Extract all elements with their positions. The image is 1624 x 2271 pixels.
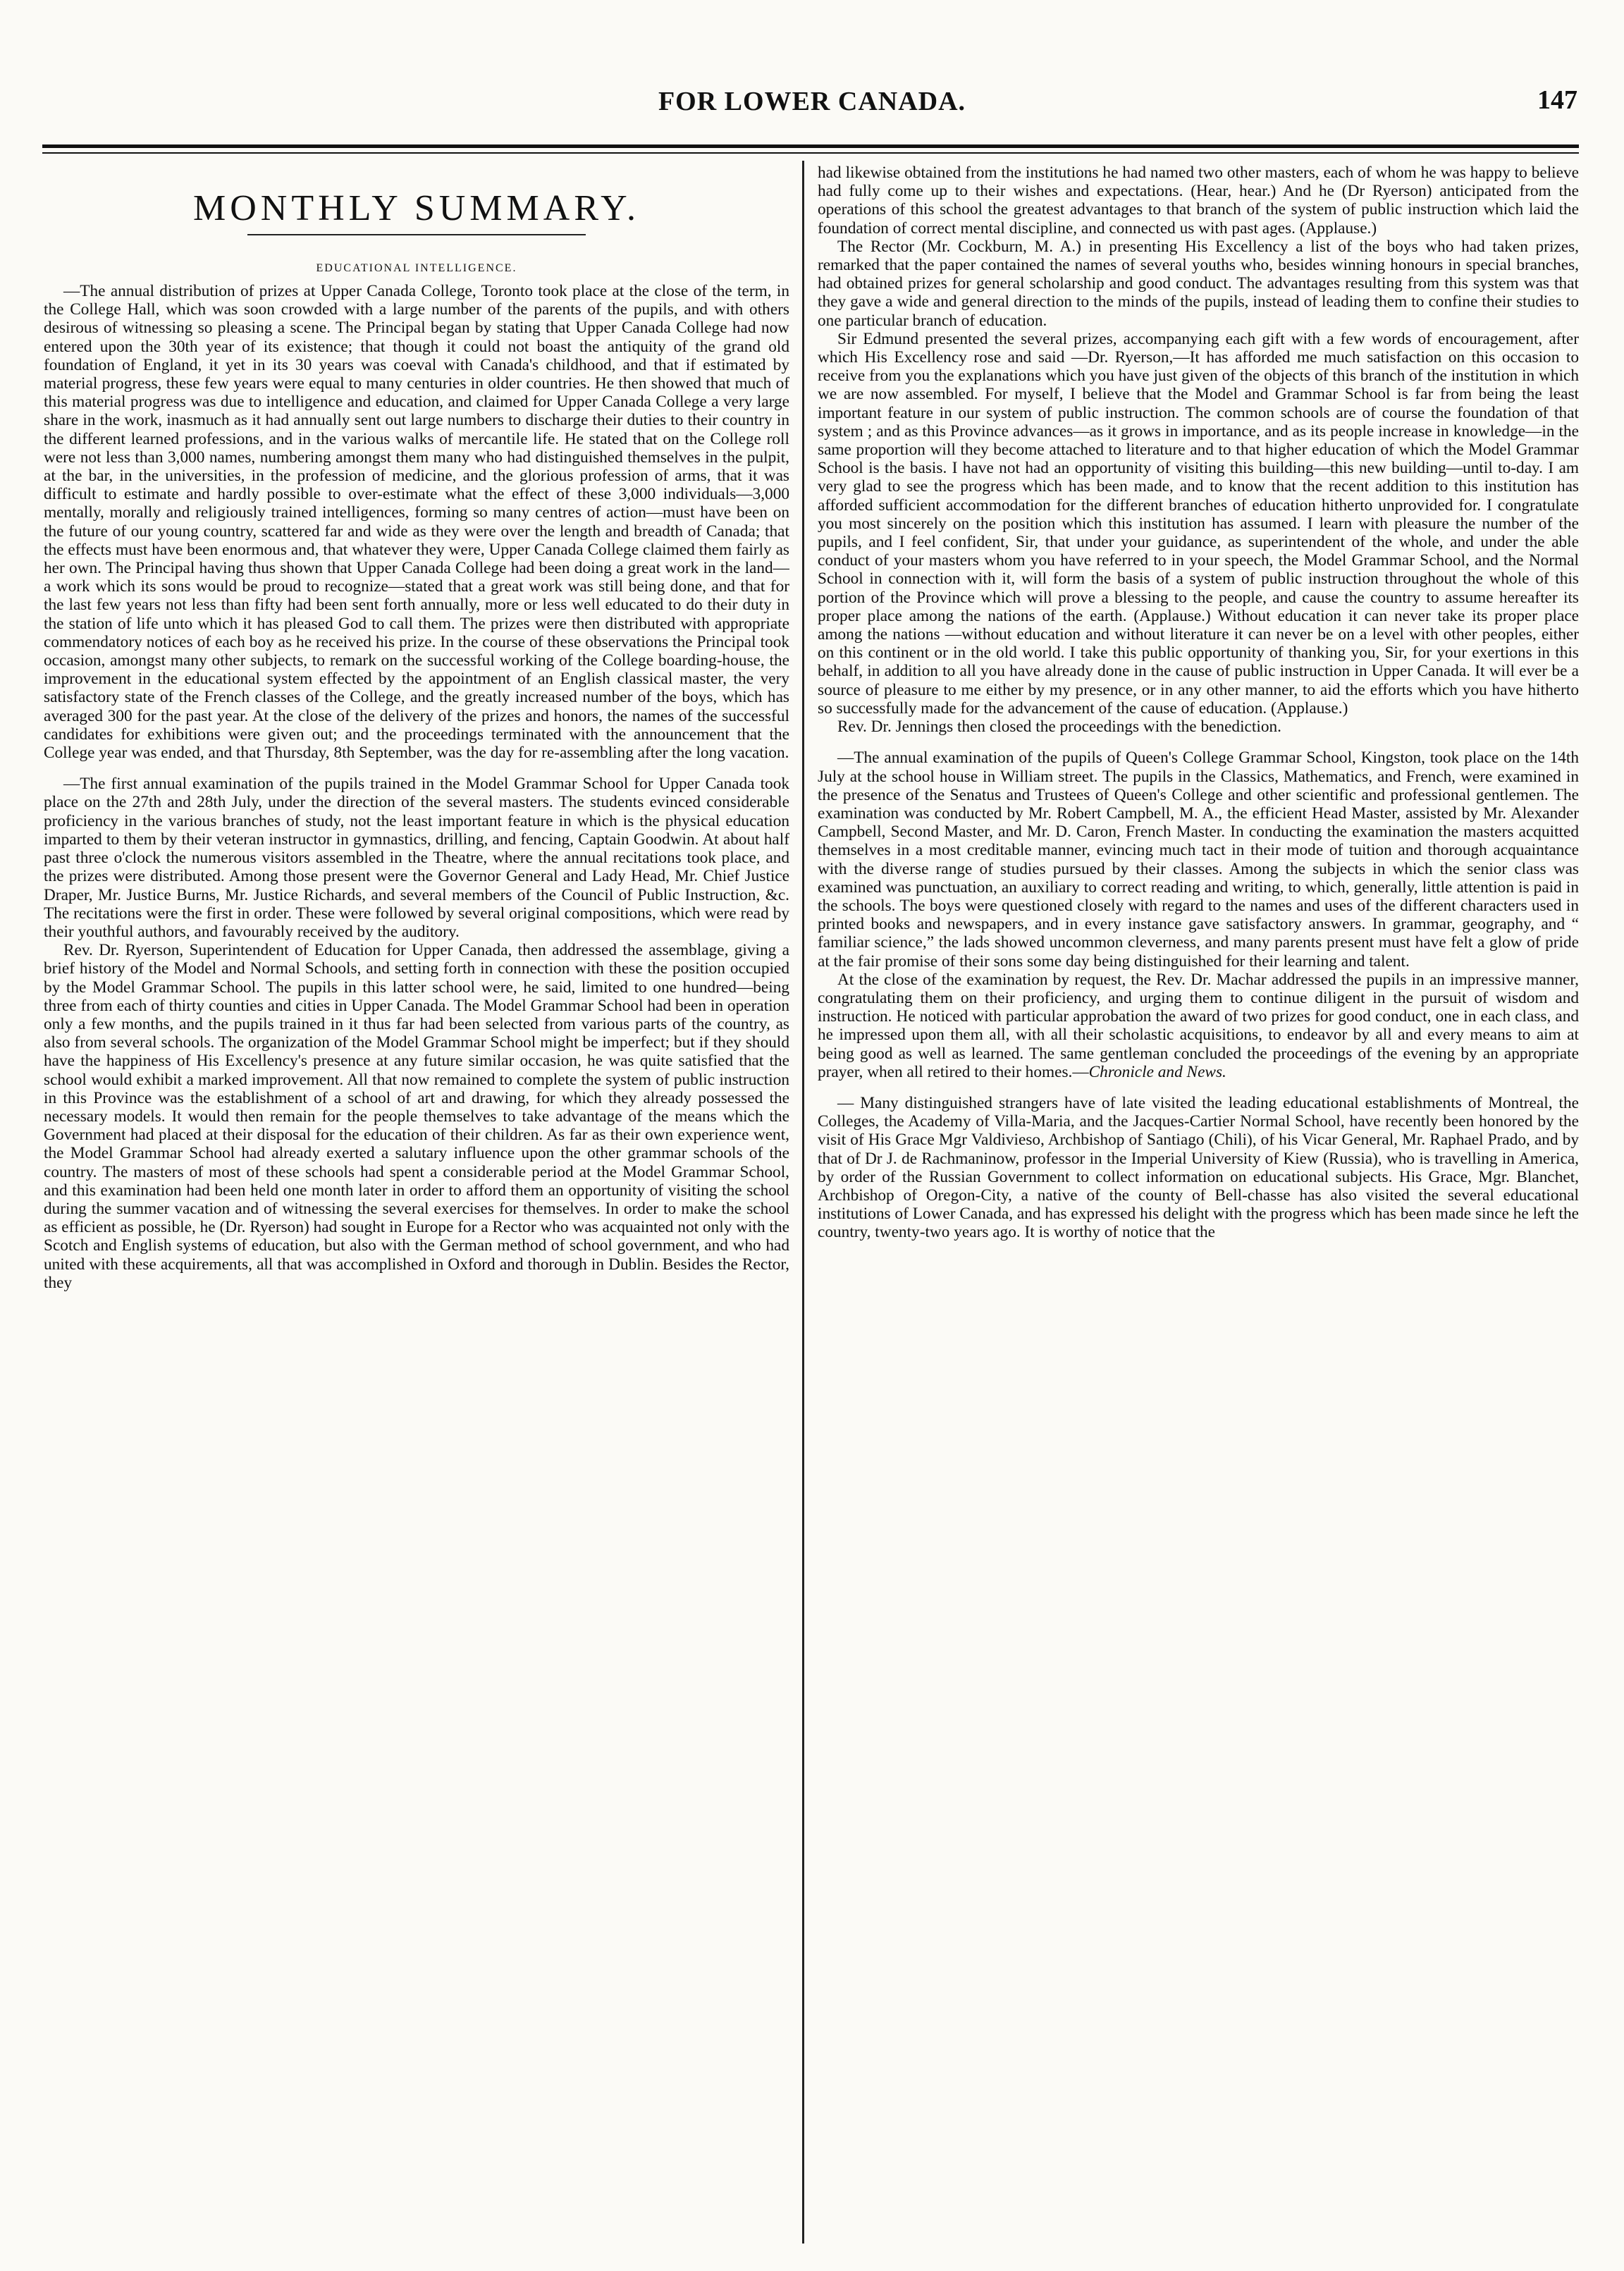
paragraph-dr-machar: [818, 971, 1579, 1081]
paragraph-dr-machar-text: At the close of the examination by request, the Rev. Dr. Machar addressed the pupils in an impressive manner, congratulating them on their proficiency, and urging them to continue diligent in the pursuit of wisdom and instruction. He noticed with particular approbation the award of two prizes for good conduct, one in each class, and he impressed upon them all, with all their scholastic acquisitions, to endeavor by all and every means to aim at being good as well as learned. The same gentleman concluded the proceedings of the evening by an appropriate prayer, when all retired to their homes.—: [818, 970, 1579, 1081]
monthly-summary-heading: MONTHLY SUMMARY.: [192, 188, 640, 228]
left-column: [44, 164, 789, 2250]
educational-intelligence-heading: EDUCATIONAL INTELLIGENCE.: [316, 262, 517, 274]
paragraph-ryerson-address: Rev. Dr. Ryerson, Superintendent of Education for Upper Canada, then addressed the assemblage, giving a brief history of the Model and Normal Schools, and setting forth in connection with these the position occupied by the Model Grammar School. The pupils in this latter school were, he said, limited to one hundred—being three from each of thirty counties and cities in Upper Canada. The Model Grammar School had been in operation only a few months, and the pupils trained in it thus far had been selected from various parts of the country, as also from several schools. The organization of the Model Grammar School might be imperfect; but if they should have the happiness of His Excellency's presence at any future similar occasion, he was quite satisfied that the school would exhibit a marked improvement. All that now remained to complete the system of public instruction in this Province was the establishment of a school of art and drawing, for which they already possessed the necessary models. It would then remain for the people themselves to take advantage of the means which the Government had placed at their disposal for the education of their children. As far as their own experience went, the Model Grammar School had already exerted a salutary influence upon the other grammar schools of the country. The masters of most of these schools had spent a considerable period at the Model Grammar School, and this examination had been held one month later in order to afford them an opportunity of visiting the school during the summer vacation and of witnessing the several exercises for themselves. In order to make the school as efficient as possible, he (Dr. Ryerson) had sought in Europe for a Rector who was acquainted not only with the Scotch and English systems of education, but also with the German method of school government, and who had united with these acquirements, all that was accomplished in Oxford and thorough in Dublin. Besides the Rector, they: [44, 941, 789, 1292]
paragraph-sir-edmund-speech: Sir Edmund presented the several prizes, accompanying each gift with a few words of encouragement, after which His Excellency rose and said —Dr. Ryerson,—It has afforded me much satisfaction on this occasion to receive from you the explanations which you have just given of the objects of this branch of the institution in which we are now assembled. For myself, I believe that the Model and Grammar School is far from being the least important feature in our system of public instruction. The common schools are of course the foundation of that system ; and as this Province advances—as it grows in importance, and as its people increase in knowledge—in the same proportion will they become attached to literature and to that higher education of which the Model Grammar School is the basis. I have not had an opportunity of visiting this building—this new building—until to-day. I am very glad to see the progress which has been made, and to know that the recent addition to this institution has afforded sufficient accommodation for the different branches of education hitherto unprovided for. I congratulate you most sincerely on the position which this institution has assumed. I learn with pleasure the number of the pupils, and I feel confident, Sir, that under your guidance, as superintendent of the whole, and under the able conduct of your masters whom you have referred to in your speech, the Model Grammar School, and the Normal School in connection with it, will form the basis of a system of public instruction throughout the whole of this portion of the Province which will prove a blessing to the people, and cause the country to assume hereafter its proper place among the nations of the earth. (Applause.) Without education it can never take its proper place among the nations —without education and without literature it can never be on a level with other peoples, either on this continent or in the old world. I take this public opportunity of thanking you, Sir, for your exertions in this behalf, in addition to all you have already done in the cause of public instruction in Upper Canada. It will ever be a source of pleasure to me either by my presence, or in any other manner, to aid the efforts which you have hitherto so successfully made for the advancement of the cause of education. (Applause.): [818, 329, 1579, 718]
paragraph-benediction: Rev. Dr. Jennings then closed the proceedings with the benediction.: [837, 718, 1281, 737]
running-header-title: FOR LOWER CANADA.: [658, 87, 966, 116]
page-number: 147: [1537, 85, 1577, 115]
article-queens-college-grammar-school: —The annual examination of the pupils of Queen's College Grammar School, Kingston, took place on the 14th July at the school house in William street. The pupils in the Classics, Mathematics, and French, were examined in the presence of the Senatus and Trustees of Queen's College and other scientific and professional gentlemen. The examination was conducted by Mr. Robert Campbell, M. A., the efficient Head Master, assisted by Mr. Alexander Campbell, Second Master, and Mr. D. Caron, French Master. In conducting the examination the masters acquitted themselves in a most creditable manner, evincing much tact in their mode of tuition and thorough acquaintance with the diverse range of studies pursued by their classes. Among the subjects in which the senior class was examined was punctuation, an auxiliary to correct reading and writing, to which, generally, little attention is paid in the schools. The boys were questioned closely with regard to the names and uses of the different characters used in printed books and newspapers, and in every instance gave satisfactory answers. In grammar, geography, and “ familiar science,” the lads showed uncommon cleverness, and many parents present must have felt a glow of pride at the fair promise of their sons some day being distinguished for their learning and talent.: [818, 749, 1579, 971]
article-model-grammar-school: —The first annual examination of the pupils trained in the Model Grammar School for Upper Canada took place on the 27th and 28th July, under the direction of the several masters. The students evinced considerable proficiency in the various branches of study, not the least important feature in which is the physical education imparted to them by their veteran instructor in gymnastics, drilling, and fencing, Captain Goodwin. At about half past three o'clock the numerous visitors assembled in the Theatre, where the annual recitations took place, and the prizes were distributed. Among those present were the Governor General and Lady Head, Mr. Chief Justice Draper, Mr. Justice Burns, Mr. Justice Richards, and several members of the Council of Public Instruction, &c. The recitations were the first in order. These were followed by several original compositions, which were read by their youthful authors, and favourably received by the auditory.: [44, 775, 789, 941]
header-rule-thick: [42, 144, 1579, 148]
decorative-rule: [247, 234, 586, 235]
header-rule-thin: [42, 152, 1579, 154]
paragraph-rector-cockburn: The Rector (Mr. Cockburn, M. A.) in presenting His Excellency a list of the boys who had taken prizes, remarked that the paper contained the names of several youths who, besides winning honours in special branches, had obtained prizes for general scholarship and good conduct. The advantages resulting from this system was that they gave a wide and general direction to the minds of the pupils, instead of leading them to confine their studies to one particular branch of education.: [818, 237, 1579, 330]
paragraph-continued-ryerson: had likewise obtained from the institutions he had named two other masters, each of whom he was happy to believe had fully come up to their wishes and expectations. (Hear, hear.) And he (Dr Ryerson) anticipated from the operations of this school the greatest advantages to that branch of the system of public instruction which laid the foundation of correct mental discipline, and connected us with past ages. (Applause.): [818, 164, 1579, 238]
citation-chronicle-and-news: Chronicle and News.: [1088, 1062, 1226, 1081]
column-divider: [802, 161, 804, 2244]
article-distinguished-strangers: — Many distinguished strangers have of late visited the leading educational establishments of Montreal, the Colleges, the Academy of Villa-Maria, and the Jacques-Cartier Normal School, have recently been honored by the visit of His Grace Mgr Valdivieso, Archbishop of Santiago (Chili), of his Vicar General, Mr. Raphael Prado, and by that of Dr J. de Rachmaninow, professor in the Imperial University of Kiew (Russia), who is travelling in America, by order of the Russian Government to collect information on educational subjects. His Grace, Mgr. Blanchet, Archbishop of Oregon-City, a native of the county of Bell-chasse has also visited the several educational institutions of Lower Canada, and has expressed his delight with the progress which has been made since he left the country, twenty-two years ago. It is worthy of notice that the: [818, 1093, 1579, 1242]
article-upper-canada-college: —The annual distribution of prizes at Upper Canada College, Toronto took place at the close of the term, in the College Hall, which was soon crowded with a large number of the parents of the pupils, and with others desirous of witnessing so pleasing a scene. The Principal began by stating that Upper Canada College had now entered upon the 30th year of its existence; that though it could not boast the antiquity of the grand old foundation of England, it yet in its 30 years was coeval with Canada's childhood, and that if estimated by material progress, these few years were equal to many centuries in older countries. He then showed that much of this material progress was due to intelligence and education, and claimed for Upper Canada College a very large share in the work, inasmuch as it had annually sent out large numbers to discharge their duties to their country in the different learned professions, and in the various walks of mercantile life. He stated that on the College roll were not less than 3,000 names, numbering amongst them many who had distinguished themselves in the pulpit, at the bar, in the universities, in the profession of medicine, and the glorious profession of arms, that it was difficult to estimate and hardly possible to over-estimate what the effect of these 3,000 individuals—3,000 mentally, morally and religiously trained intelligences, forming so many centres of action—must have been on the future of our young country, scattered far and wide as they were over the length and breadth of Canada; that the effects must have been enormous and, that whatever they were, Upper Canada College claimed them fairly as her own. The Principal having thus shown that Upper Canada College had been doing a great work in the land—a work which its sons would be proud to recognize—stated that a great work was still being done, and that for the last few years not less than fifty had been sent forth annually, more or less well educated to do their duty in the station of life unto which it has pleased God to call them. The prizes were then distributed with appropriate commendatory notices of each boy as he received his prize. In the course of these observations the Principal took occasion, amongst many other subjects, to remark on the successful working of the College boarding-house, the improvement in the educational system effected by the appointment of an English classical master, the very satisfactory state of the French classes of the College, and the greatly increased number of the boys, which has averaged 300 for the past year. At the close of the delivery of the prizes and honors, the names of the successful candidates for exhibitions were given out; and the proceedings terminated with the announcement that the College year was ended, and that Thursday, 8th September, was the day for re-assembling after the long vacation.: [44, 282, 789, 763]
right-column: [818, 164, 1579, 2250]
